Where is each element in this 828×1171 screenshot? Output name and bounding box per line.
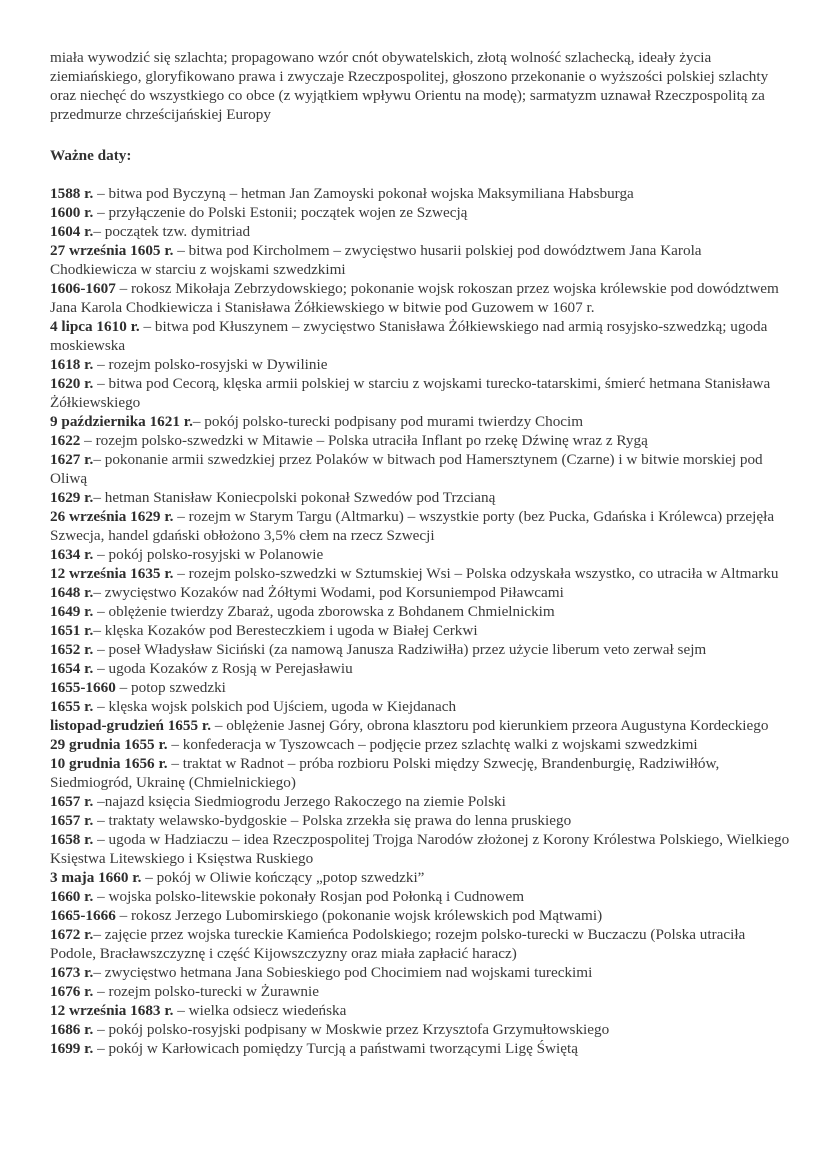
entry-date: 1673 r. [50,964,94,981]
document-page [50,48,790,1058]
entry-text: – początek tzw. dymitriad [93,223,251,240]
entry-date: 1618 r. [50,356,94,373]
entry-date: 1629 r. [50,489,94,506]
entry-date: 29 grudnia 1655 r. [50,736,168,753]
list-item [50,868,790,887]
entry-text: – traktaty welawsko-bydgoskie – Polska zrzekła się prawa do lenna pruskiego [93,812,572,829]
entry-text: – pokój polsko-rosyjski podpisany w Moskwie przez Krzysztofa Grzymułtowskiego [93,1021,610,1038]
entry-date: 1658 r. [50,831,94,848]
entry-text: – rozejm polsko-szwedzki w Sztumskiej Wsi – Polska odzyskała wszystko, co utraciła w Altmarku [173,565,779,582]
entry-text: – ugoda w Hadziaczu – idea Rzeczpospolitej Trojga Narodów złożonej z Korony Królestwa Polskiego, Wielkiego Księstwa Litewskiego i Księstwa Ruskiego [50,831,790,867]
list-item [50,716,790,735]
entry-text: – bitwa pod Cecorą, klęska armii polskiej w starciu z wojskami turecko-tatarskimi, śmierć hetmana Stanisława Żółkiewskiego [50,375,771,411]
list-item [50,317,790,355]
list-item [50,1020,790,1039]
entry-date: 10 grudnia 1656 r. [50,755,168,772]
entry-text: – traktat w Radnot – próba rozbioru Polski między Szwecję, Brandenburgię, Radziwiłłów, Siedmiogród, Ukrainę (Chmielnickiego) [50,755,720,791]
list-item [50,963,790,982]
list-item [50,678,790,697]
list-item [50,621,790,640]
entry-date: 1634 r. [50,546,94,563]
entry-date: 1660 r. [50,888,94,905]
list-item [50,583,790,602]
entry-text: – rozejm w Starym Targu (Altmarku) – wszystkie porty (bez Pucka, Gdańska i Królewca) przejęła Szwecja, handel gdański obłożono 3,5% cłem na rzecz Szwecji [50,508,775,544]
list-item [50,279,790,317]
entry-date: 1655 r. [50,698,94,715]
list-item [50,184,790,203]
list-item [50,564,790,583]
entry-date: 9 października 1621 r. [50,413,193,430]
entry-text: –najazd księcia Siedmiogrodu Jerzego Rakoczego na ziemie Polski [93,793,506,810]
entry-text: – hetman Stanisław Koniecpolski pokonał Szwedów pod Trzcianą [93,489,496,506]
entry-text: – klęska wojsk polskich pod Ujściem, ugoda w Kiejdanach [93,698,457,715]
entry-date: 1672 r. [50,926,94,943]
entry-date: 1627 r. [50,451,94,468]
entry-date: 1657 r. [50,812,94,829]
entry-text: – pokój w Karłowicach pomiędzy Turcją a państwami tworzącymi Ligę Świętą [93,1040,578,1057]
list-item [50,697,790,716]
entry-text: – klęska Kozaków pod Beresteczkiem i ugoda w Białej Cerkwi [93,622,478,639]
entry-text: – konfederacja w Tyszowcach – podjęcie przez szlachtę walki z wojskami szwedzkimi [167,736,698,753]
entry-date: 12 września 1635 r. [50,565,174,582]
list-item [50,545,790,564]
entry-text: – rozejm polsko-rosyjski w Dywilinie [93,356,328,373]
entry-date: 1699 r. [50,1040,94,1057]
list-item [50,640,790,659]
entry-text: – pokój polsko-rosyjski w Polanowie [93,546,324,563]
entry-text: – bitwa pod Byczyną – hetman Jan Zamoyski pokonał wojska Maksymiliana Habsburga [93,185,634,202]
entry-text: – wielka odsiecz wiedeńska [173,1002,347,1019]
entry-text: – rozejm polsko-szwedzki w Mitawie – Polska utraciła Inflant po rzekę Dźwinę wraz z Rygą [80,432,648,449]
list-item [50,659,790,678]
entry-text: – bitwa pod Kircholmem – zwycięstwo husarii polskiej pod dowództwem Jana Karola Chodkiewicza w starciu z wojskami szwedzkimi [50,242,702,278]
entry-text: – zwycięstwo hetmana Jana Sobieskiego pod Chocimiem nad wojskami tureckimi [93,964,593,981]
entry-date: 1600 r. [50,204,94,221]
list-item [50,602,790,621]
list-item [50,488,790,507]
entry-date: 12 września 1683 r. [50,1002,174,1019]
intro-paragraph: miała wywodzić się szlachta; propagowano wzór cnót obywatelskich, złotą wolność szlachecką, ideały życia ziemiańskiego, gloryfikowano prawa i zwyczaje Rzeczpospolitej, głoszono przekonanie o wyższości polskiej szlachty oraz niechęć do wszystkiego co obce (z wyjątkiem wpływu Orientu na modę); sarmatyzm uznawał Rzeczpospolitą za przedmurze chrześcijańskiej Europy [50,49,769,123]
list-item [50,925,790,963]
list-item [50,982,790,1001]
entry-text: – bitwa pod Kłuszynem – zwycięstwo Stanisława Żółkiewskiego nad armią rosyjsko-szwedzką; ugoda moskiewska [50,318,768,354]
list-item [50,792,790,811]
entry-date: 1686 r. [50,1021,94,1038]
entry-text: – rokosz Mikołaja Zebrzydowskiego; pokonanie wojsk rokoszan przez wojska królewskie pod dowództwem Jana Karola Chodkiewicza i Stanisława Żółkiewskiego w bitwie pod Guzowem w 1607 r. [50,280,779,316]
entry-date: 1588 r. [50,185,94,202]
entry-text: – oblężenie Jasnej Góry, obrona klasztoru pod kierunkiem przeora Augustyna Kordeckiego [211,717,769,734]
list-item [50,906,790,925]
entry-date: 1676 r. [50,983,94,1000]
list-item [50,412,790,431]
entry-text: – pokój w Oliwie kończący „potop szwedzki” [141,869,425,886]
entry-text: – oblężenie twierdzy Zbaraż, ugoda zborowska z Bohdanem Chmielnickim [93,603,555,620]
entry-date: 1665-1666 [50,907,116,924]
entry-date: 1622 [50,432,81,449]
list-item [50,830,790,868]
list-item [50,450,790,488]
entry-text: – rokosz Jerzego Lubomirskiego (pokonanie wojsk królewskich pod Mątwami) [115,907,603,924]
entry-date: 1651 r. [50,622,94,639]
entry-date: 4 lipca 1610 r. [50,318,140,335]
entry-text: – potop szwedzki [115,679,226,696]
list-item [50,431,790,450]
list-item [50,887,790,906]
list-item [50,507,790,545]
list-item [50,754,790,792]
entry-date: 1657 r. [50,793,94,810]
entry-date: listopad-grudzień 1655 r. [50,717,212,734]
list-item [50,1039,790,1058]
entry-text: – zwycięstwo Kozaków nad Żółtymi Wodami, pod Korsuniempod Piławcami [93,584,564,601]
entry-date: 3 maja 1660 r. [50,869,142,886]
section-heading: Ważne daty: [50,147,132,164]
entry-text: – wojska polsko-litewskie pokonały Rosjan pod Połonką i Cudnowem [93,888,525,905]
entry-date: 1652 r. [50,641,94,658]
entry-text: – pokój polsko-turecki podpisany pod murami twierdzy Chocim [192,413,584,430]
entry-date: 1604 r. [50,223,94,240]
list-item [50,241,790,279]
dates-list [50,184,790,1058]
list-item [50,1001,790,1020]
entry-text: – ugoda Kozaków z Rosją w Perejasławiu [93,660,353,677]
entry-text: – poseł Władysław Siciński (za namową Janusza Radziwiłła) przez użycie liberum veto zerwał sejm [93,641,707,658]
entry-date: 26 września 1629 r. [50,508,174,525]
entry-text: – pokonanie armii szwedzkiej przez Polaków w bitwach pod Hamersztynem (Czarne) i w bitwie morskiej pod Oliwą [50,451,763,487]
entry-date: 1655-1660 [50,679,116,696]
entry-date: 1654 r. [50,660,94,677]
entry-date: 1649 r. [50,603,94,620]
entry-date: 1648 r. [50,584,94,601]
entry-text: – rozejm polsko-turecki w Żurawnie [93,983,319,1000]
entry-date: 1606-1607 [50,280,116,297]
list-item [50,355,790,374]
entry-date: 27 września 1605 r. [50,242,174,259]
list-item [50,811,790,830]
list-item [50,735,790,754]
entry-date: 1620 r. [50,375,94,392]
list-item [50,222,790,241]
list-item [50,374,790,412]
list-item [50,203,790,222]
entry-text: – zajęcie przez wojska tureckie Kamieńca Podolskiego; rozejm polsko-turecki w Buczaczu (Polska utraciła Podole, Bracławszczyznę i część Kijowszczyzny oraz miała zapłacić haracz) [50,926,746,962]
entry-text: – przyłączenie do Polski Estonii; początek wojen ze Szwecją [93,204,468,221]
